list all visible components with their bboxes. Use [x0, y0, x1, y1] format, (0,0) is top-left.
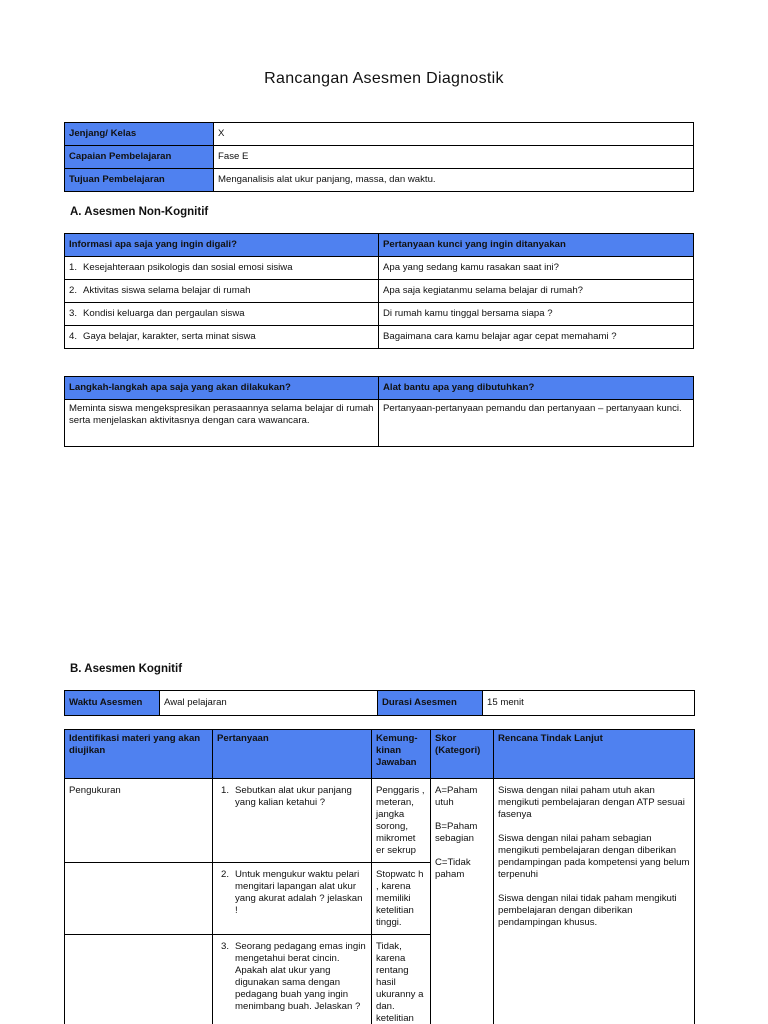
rencana-paragraph: Siswa dengan nilai tidak paham mengikuti pembelajaran dengan diberikan pendampingan khusus. — [498, 893, 677, 928]
info-value: Fase E — [214, 146, 694, 169]
materi-cell: Pengukuran — [65, 779, 213, 863]
materi-cell — [65, 935, 213, 1024]
info-table — [64, 122, 694, 192]
info-label: Jenjang/ Kelas — [65, 123, 214, 146]
durasi-label: Durasi Asesmen — [378, 691, 483, 716]
skor-c: C=Tidak paham — [435, 857, 471, 880]
info-value: X — [214, 123, 694, 146]
question-cell: Di rumah kamu tinggal bersama siapa ? — [379, 303, 694, 326]
column-header-kemungkinan: Kemung-kinan Jawaban — [372, 730, 431, 779]
info-cell: 2. Aktivitas siswa selama belajar di rumah — [65, 280, 379, 303]
column-header-skor: Skor (Kategori) — [431, 730, 494, 779]
info-label: Tujuan Pembelajaran — [65, 169, 214, 192]
answer-cell: Tidak, karena rentang hasil ukuranny a dan. ketelitian — [372, 935, 431, 1024]
table-row — [65, 779, 695, 863]
non-kognitif-info-table — [64, 233, 694, 349]
answer-cell: Penggaris , meteran, jangka sorong, mikromet er sekrup — [372, 779, 431, 863]
durasi-value: 15 menit — [483, 691, 695, 716]
column-header: Pertanyaan kunci yang ingin ditanyakan — [379, 234, 694, 257]
table-row — [65, 123, 694, 146]
steps-cell: Meminta siswa mengekspresikan perasaannya selama belajar di rumah serta menjelaskan aktivitasnya dengan cara wawancara. — [65, 400, 379, 447]
kognitif-table — [64, 729, 695, 1024]
column-header: Langkah-langkah apa saja yang akan dilakukan? — [65, 377, 379, 400]
waktu-value: Awal pelajaran — [160, 691, 378, 716]
question-cell: Apa yang sedang kamu rasakan saat ini? — [379, 257, 694, 280]
info-cell: 1. Kesejahteraan psikologis dan sosial emosi sisiwa — [65, 257, 379, 280]
rencana-paragraph: Siswa dengan nilai paham sebagian mengikuti pembelajaran dengan diberikan pendampingan pada kompetensi yang belum terpenuhi — [498, 833, 690, 880]
non-kognitif-steps-table — [64, 376, 694, 447]
question-cell: 2. Untuk mengukur waktu pelari mengitari lapangan alat ukur yang akurat adalah ? jelaskan ! — [213, 863, 372, 935]
table-row — [65, 303, 694, 326]
table-row — [65, 280, 694, 303]
skor-cell — [431, 779, 494, 1024]
table-row — [65, 146, 694, 169]
rencana-cell — [494, 779, 695, 1024]
table-header-row — [65, 377, 694, 400]
question-cell: 3. Seorang pedagang emas ingin mengetahui berat cincin. Apakah alat ukur yang digunakan sama dengan pedagang buah yang ingin menimbang buah. Jelaskan ? — [213, 935, 372, 1024]
column-header-pertanyaan: Pertanyaan — [213, 730, 372, 779]
table-row — [65, 257, 694, 280]
question-cell: Apa saja kegiatanmu selama belajar di rumah? — [379, 280, 694, 303]
waktu-label: Waktu Asesmen — [65, 691, 160, 716]
info-cell: 3. Kondisi keluarga dan pergaulan siswa — [65, 303, 379, 326]
column-header: Informasi apa saja yang ingin digali? — [65, 234, 379, 257]
skor-a: A=Paham utuh — [435, 785, 478, 808]
info-label: Capaian Pembelajaran — [65, 146, 214, 169]
column-header-rencana: Rencana Tindak Lanjut — [494, 730, 695, 779]
table-row — [65, 400, 694, 447]
section-heading-kognitif: B. Asesmen Kognitif — [70, 663, 183, 675]
time-table — [64, 690, 695, 716]
rencana-paragraph: Siswa dengan nilai paham utuh akan mengikuti pembelajaran dengan ATP sesuai fasenya — [498, 785, 685, 820]
skor-b: B=Paham sebagian — [435, 821, 478, 844]
column-header: Alat bantu apa yang dibutuhkan? — [379, 377, 694, 400]
tools-cell: Pertanyaan-pertanyaan pemandu dan pertanyaan – pertanyaan kunci. — [379, 400, 694, 447]
materi-cell — [65, 863, 213, 935]
info-value: Menganalisis alat ukur panjang, massa, dan waktu. — [214, 169, 694, 192]
table-header-row — [65, 730, 695, 779]
question-cell: Bagaimana cara kamu belajar agar cepat memahami ? — [379, 326, 694, 349]
table-row — [65, 691, 695, 716]
answer-cell: Stopwatc h , karena memiliki ketelitian tinggi. — [372, 863, 431, 935]
table-header-row — [65, 234, 694, 257]
column-header-materi: Identifikasi materi yang akan diujikan — [65, 730, 213, 779]
info-cell: 4. Gaya belajar, karakter, serta minat siswa — [65, 326, 379, 349]
table-row — [65, 169, 694, 192]
section-heading-non-kognitif: A. Asesmen Non-Kognitif — [70, 206, 209, 218]
table-row — [65, 326, 694, 349]
question-cell: 1. Sebutkan alat ukur panjang yang kalian ketahui ? — [213, 779, 372, 863]
page-title: Rancangan Asesmen Diagnostik — [264, 70, 504, 87]
